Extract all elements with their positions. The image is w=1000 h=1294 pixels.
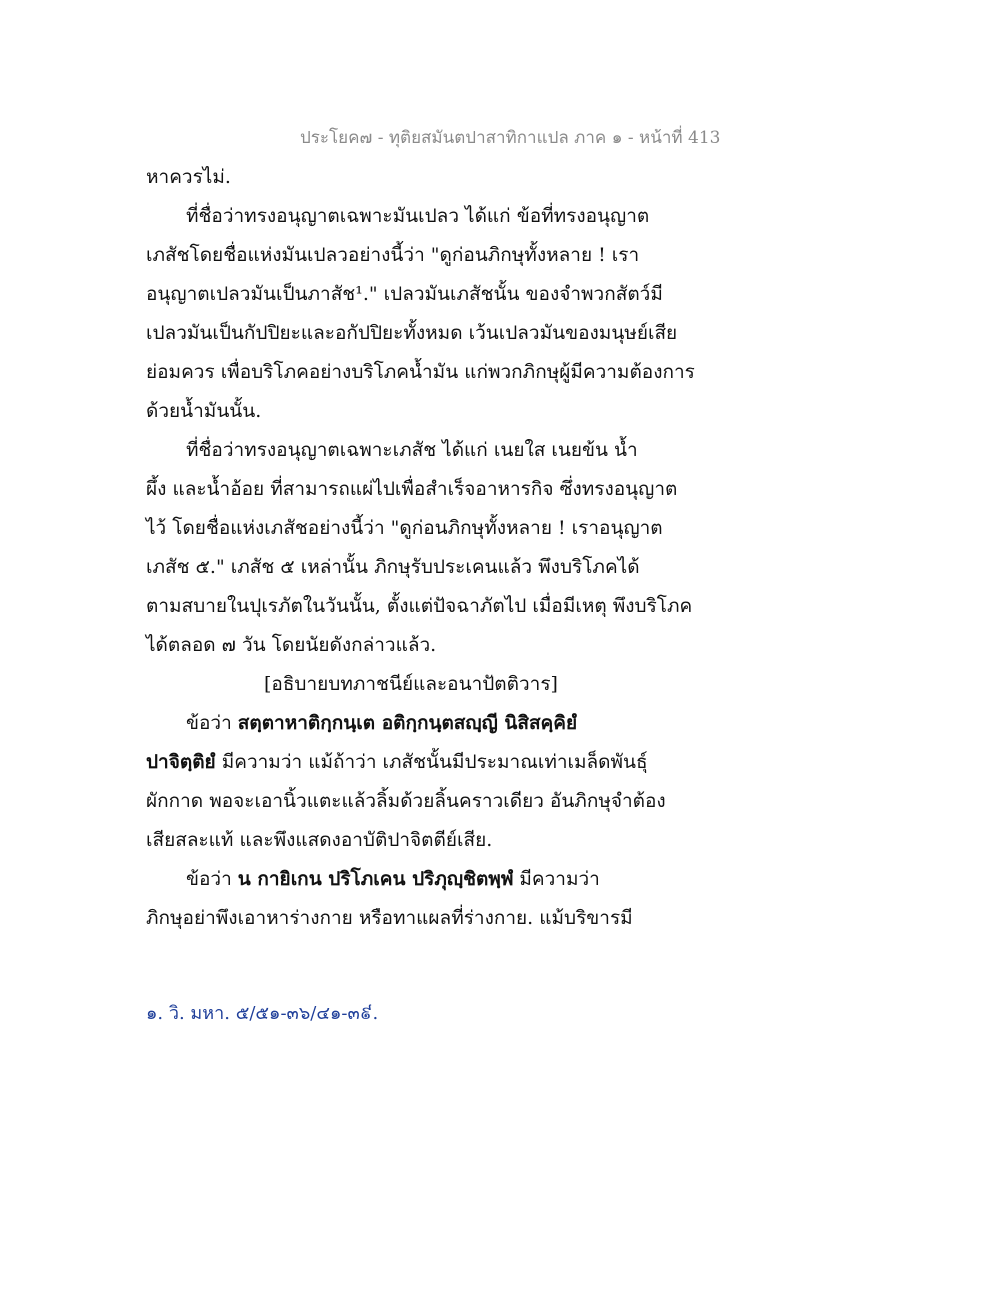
text-line (146, 860, 726, 899)
footnote: ๑. วิ. มหา. ๕/๕๑-๓๖/๔๑-๓៩. (146, 1003, 379, 1024)
text-line: ที่ชื่อว่าทรงอนุญาตเฉพาะมันเปลว ได้แก่ ข้อที่ทรงอนุญาต (186, 205, 650, 227)
text-line: เสียสละแท้ และพึงแสดงอาบัติปาจิตตีย์เสีย. (146, 829, 493, 851)
text-line: เปลวมันเป็นกัปปิยะและอกัปปิยะทั้งหมด เว้นเปลวมันของมนุษย์เสีย (146, 322, 678, 344)
text-line (146, 704, 726, 743)
section-heading: [อธิบายบทภาชนีย์และอนาปัตติวาร] (264, 673, 558, 695)
text-line: ด้วยน้ำมันนั้น. (146, 400, 262, 422)
text-run: มีความว่า แม้ถ้าว่า เภสัชนั้นมีประมาณเท่าเมล็ดพันธุ์ (215, 751, 648, 773)
text-line: ตามสบายในปุเรภัตในวันนั้น, ตั้งแต่ปัจฉาภัตไป เมื่อมีเหตุ พึงบริโภค (146, 595, 693, 617)
text-run: ข้อว่า (186, 868, 238, 890)
text-line: เภสัชโดยชื่อแห่งมันเปลวอย่างนี้ว่า "ดูก่อนภิกษุทั้งหลาย ! เรา (146, 244, 640, 266)
text-line: ไว้ โดยชื่อแห่งเภสัชอย่างนี้ว่า "ดูก่อนภิกษุทั้งหลาย ! เราอนุญาต (146, 517, 663, 539)
text-line: ผึ้ง และน้ำอ้อย ที่สามารถแผ่ไปเพื่อสำเร็จอาหารกิจ ซึ่งทรงอนุญาต (146, 478, 678, 500)
pali-term: น กายิเกน ปริโภเคน ปริภุญฺชิตพฺพํ (237, 868, 514, 890)
text-line: ย่อมควร เพื่อบริโภคอย่างบริโภคน้ำมัน แก่พวกภิกษุผู้มีความต้องการ (146, 361, 695, 383)
text-run: มีความว่า (513, 868, 600, 890)
body-text (146, 158, 726, 938)
text-line: ภิกษุอย่าพึงเอาหาร่างกาย หรือทาแผลที่ร่างกาย. แม้บริขารมี (146, 907, 633, 929)
text-run: ข้อว่า (186, 712, 238, 734)
pali-term: ปาจิตฺติยํ (146, 751, 216, 773)
text-line: ที่ชื่อว่าทรงอนุญาตเฉพาะเภสัช ได้แก่ เนยใส เนยข้น น้ำ (186, 439, 638, 461)
text-line: เภสัช ๕." เภสัช ๕ เหล่านั้น ภิกษุรับประเคนแล้ว พึงบริโภคได้ (146, 556, 640, 578)
text-line: อนุญาตเปลวมันเป็นภาสัช¹." เปลวมันเภสัชนั้น ของจำพวกสัตว์มี (146, 283, 663, 305)
pali-term: สตฺตาหาติกฺกนฺเต อติกฺกนฺตสญฺญี นิสิสคฺคิยํ (237, 712, 578, 734)
running-header: ประโยค๗ - ทุติยสมันตปาสาทิกาแปล ภาค ๑ - หน้าที่ 413 (300, 128, 721, 148)
text-line: ผักกาด พอจะเอานิ้วแตะแล้วลิ้มด้วยลิ้นคราวเดียว อันภิกษุจำต้อง (146, 790, 666, 812)
text-line: ได้ตลอด ๗ วัน โดยนัยดังกล่าวแล้ว. (146, 634, 437, 656)
text-line: หาควรไม่. (146, 166, 231, 188)
text-line (146, 743, 726, 782)
